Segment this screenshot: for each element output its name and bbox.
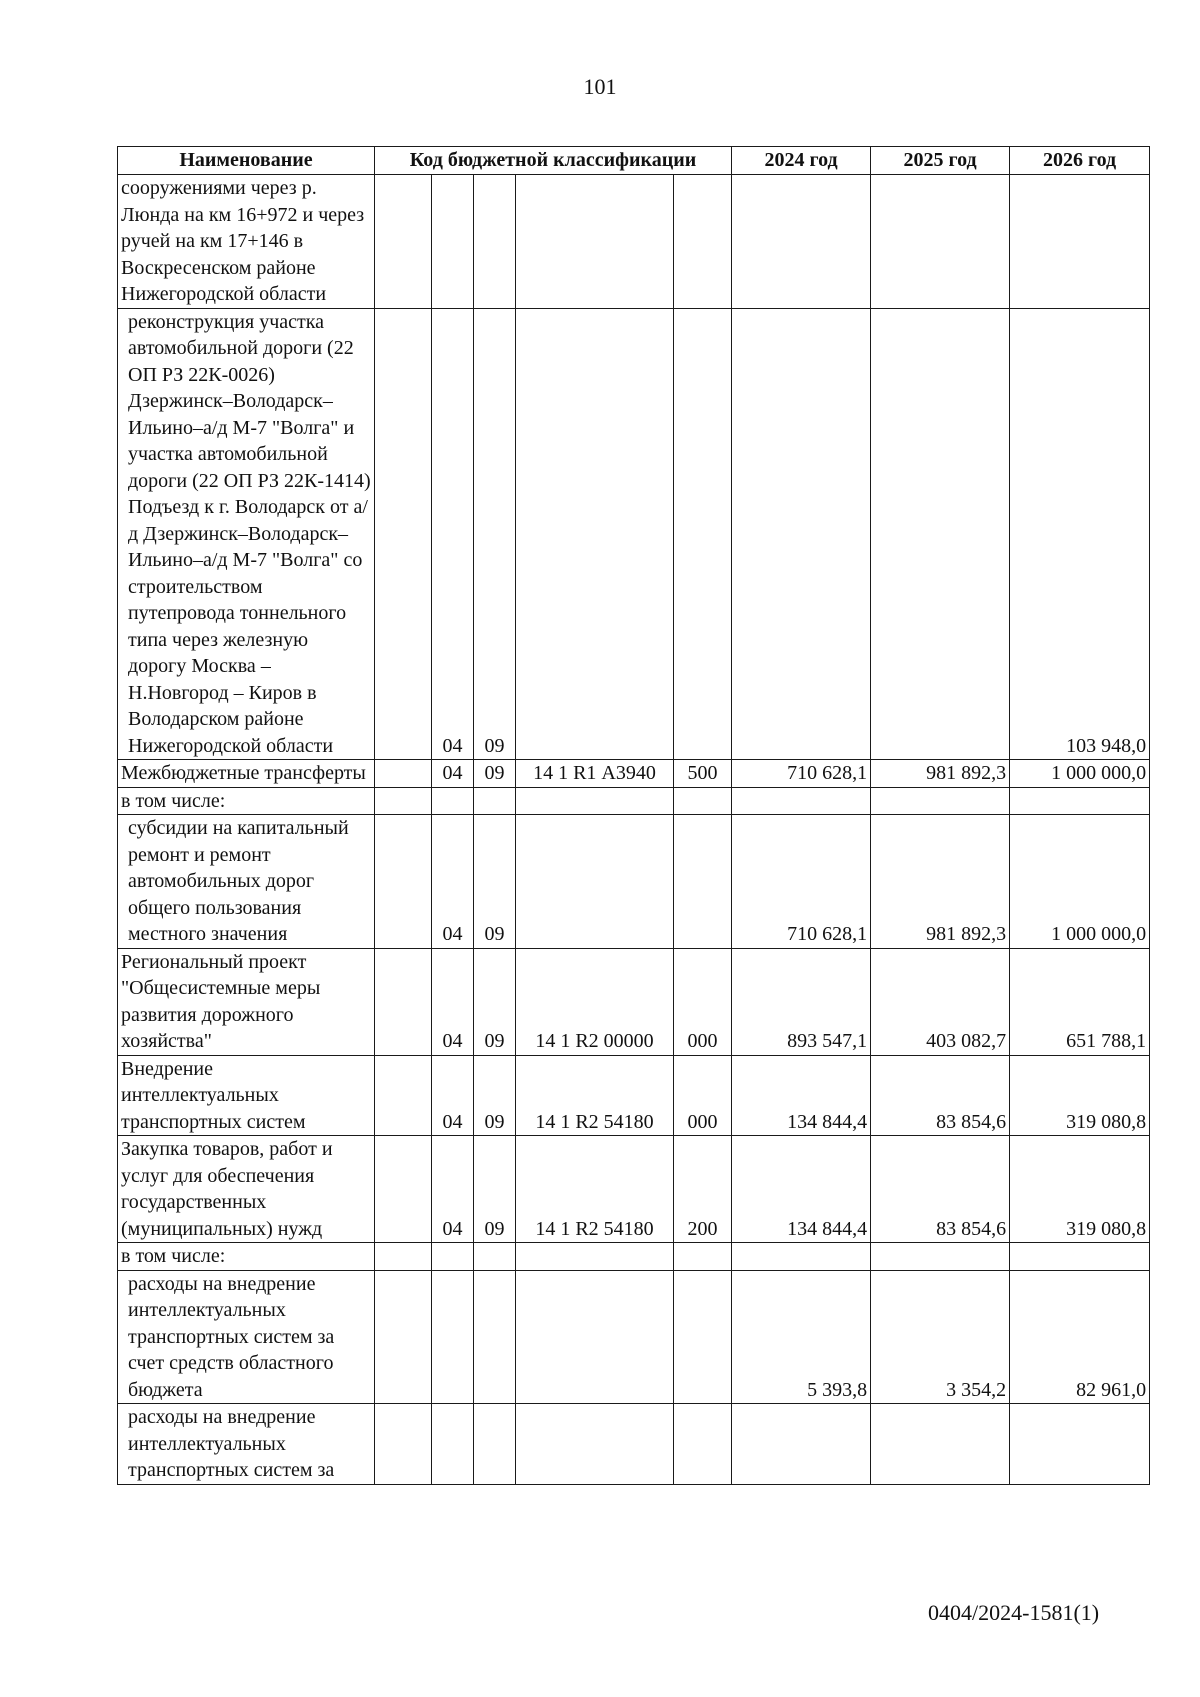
row-code-section [375,815,432,949]
table-row [118,1404,1150,1485]
row-code-subchapter [474,175,516,309]
row-code-expense-type: 000 [674,1055,732,1136]
table-row [118,815,1150,949]
row-value-2025 [871,1404,1010,1485]
row-code-target [516,308,674,760]
row-code-expense-type [674,1404,732,1485]
row-value-2026: 103 948,0 [1010,308,1150,760]
header-year-2024: 2024 год [732,147,871,175]
row-code-subchapter [474,1270,516,1404]
row-value-2026: 651 788,1 [1010,948,1150,1055]
row-name-cell: субсидии на капитальный ремонт и ремонт автомобильных дорог общего пользования местного значения [118,815,375,949]
row-value-2024 [732,1404,871,1485]
row-code-expense-type [674,308,732,760]
row-code-chapter: 04 [432,948,474,1055]
row-value-2026: 319 080,8 [1010,1136,1150,1243]
row-value-2024: 710 628,1 [732,760,871,788]
row-code-expense-type [674,815,732,949]
row-code-section [375,1243,432,1271]
row-value-2025 [871,787,1010,815]
row-name-cell: сооружениями через р. Люнда на км 16+972 и через ручей на км 17+146 в Воскресенском районе Нижегородской области [118,175,375,309]
row-name-cell: расходы на внедрение интеллектуальных транспортных систем за счет средств областного бюджета [118,1270,375,1404]
row-value-2026: 1 000 000,0 [1010,815,1150,949]
row-code-target: 14 1 R2 00000 [516,948,674,1055]
row-code-expense-type [674,1243,732,1271]
document-number: 0404/2024-1581(1) [928,1600,1100,1625]
row-code-section [375,787,432,815]
page-number: 101 [583,74,617,99]
row-name-cell: Региональный проект "Общесистемные меры развития дорожного хозяйства" [118,948,375,1055]
row-code-target [516,1404,674,1485]
table-row [118,1136,1150,1243]
row-code-section [375,1404,432,1485]
table-row [118,760,1150,788]
row-code-expense-type [674,1270,732,1404]
header-year-2026: 2026 год [1010,147,1150,175]
row-code-subchapter [474,1243,516,1271]
table-row [118,1243,1150,1271]
header-year-2025: 2025 год [871,147,1010,175]
row-code-chapter [432,1270,474,1404]
row-code-subchapter: 09 [474,948,516,1055]
row-name-cell: Внедрение интеллектуальных транспортных систем [118,1055,375,1136]
row-value-2025 [871,175,1010,309]
row-value-2024: 893 547,1 [732,948,871,1055]
row-value-2026: 1 000 000,0 [1010,760,1150,788]
row-code-expense-type [674,175,732,309]
row-value-2025: 981 892,3 [871,760,1010,788]
row-code-section [375,175,432,309]
row-code-subchapter: 09 [474,1055,516,1136]
row-code-chapter: 04 [432,1136,474,1243]
row-value-2026 [1010,1243,1150,1271]
row-value-2026 [1010,175,1150,309]
row-value-2024 [732,787,871,815]
row-value-2026: 319 080,8 [1010,1055,1150,1136]
row-code-section [375,308,432,760]
row-code-chapter [432,787,474,815]
row-code-expense-type [674,787,732,815]
row-code-target [516,815,674,949]
row-code-chapter: 04 [432,760,474,788]
row-code-chapter [432,1243,474,1271]
row-value-2024: 134 844,4 [732,1136,871,1243]
row-code-section [375,1055,432,1136]
row-value-2026 [1010,787,1150,815]
row-code-chapter: 04 [432,1055,474,1136]
row-value-2024 [732,175,871,309]
row-value-2025: 83 854,6 [871,1136,1010,1243]
row-code-target: 14 1 R2 54180 [516,1136,674,1243]
table-header-row [118,147,1150,175]
row-code-target [516,175,674,309]
row-code-subchapter: 09 [474,815,516,949]
row-value-2024: 710 628,1 [732,815,871,949]
row-code-target: 14 1 R2 54180 [516,1055,674,1136]
row-value-2024 [732,1243,871,1271]
header-budget-code: Код бюджетной классификации [375,147,732,175]
row-code-chapter: 04 [432,308,474,760]
row-code-section [375,1136,432,1243]
row-code-target [516,1270,674,1404]
table-row [118,787,1150,815]
table-row [118,175,1150,309]
row-value-2025: 981 892,3 [871,815,1010,949]
row-code-section [375,1270,432,1404]
row-value-2024: 5 393,8 [732,1270,871,1404]
row-name-cell: Межбюджетные трансферты [118,760,375,788]
row-name-cell: Закупка товаров, работ и услуг для обеспечения государственных (муниципальных) нужд [118,1136,375,1243]
row-name-cell: в том числе: [118,787,375,815]
row-name-cell: расходы на внедрение интеллектуальных транспортных систем за [118,1404,375,1485]
row-code-subchapter: 09 [474,308,516,760]
row-code-subchapter: 09 [474,760,516,788]
row-value-2025 [871,308,1010,760]
row-value-2026 [1010,1404,1150,1485]
row-code-target [516,1243,674,1271]
row-code-subchapter [474,1404,516,1485]
budget-table [117,146,1150,1485]
row-name-cell: в том числе: [118,1243,375,1271]
table-row [118,948,1150,1055]
row-value-2025: 3 354,2 [871,1270,1010,1404]
row-name-cell: реконструкция участка автомобильной дороги (22 ОП РЗ 22К-0026) Дзержинск–Володарск–Ильино–а/д М-7 "Волга" и участка автомобильной дороги (22 ОП РЗ 22К-1414) Подъезд к г. Володарск от а/д Дзержинск–Володарск–Ильино–а/д М-7 "Волга" со строительством путепровода тоннельного типа через железную дорогу Москва – Н.Новгород – Киров в Володарском районе Нижегородской области [118,308,375,760]
row-code-chapter [432,1404,474,1485]
row-value-2026: 82 961,0 [1010,1270,1150,1404]
table-row [118,308,1150,760]
row-value-2025: 83 854,6 [871,1055,1010,1136]
row-code-expense-type: 500 [674,760,732,788]
row-value-2025: 403 082,7 [871,948,1010,1055]
header-name: Наименование [118,147,375,175]
table-row [118,1055,1150,1136]
row-value-2024: 134 844,4 [732,1055,871,1136]
row-code-expense-type: 200 [674,1136,732,1243]
table-body [118,175,1150,1485]
table-row [118,1270,1150,1404]
row-value-2025 [871,1243,1010,1271]
row-code-section [375,948,432,1055]
row-code-chapter [432,175,474,309]
row-code-subchapter: 09 [474,1136,516,1243]
row-code-expense-type: 000 [674,948,732,1055]
row-code-chapter: 04 [432,815,474,949]
row-code-target: 14 1 R1 А3940 [516,760,674,788]
row-code-subchapter [474,787,516,815]
row-value-2024 [732,308,871,760]
row-code-section [375,760,432,788]
row-code-target [516,787,674,815]
